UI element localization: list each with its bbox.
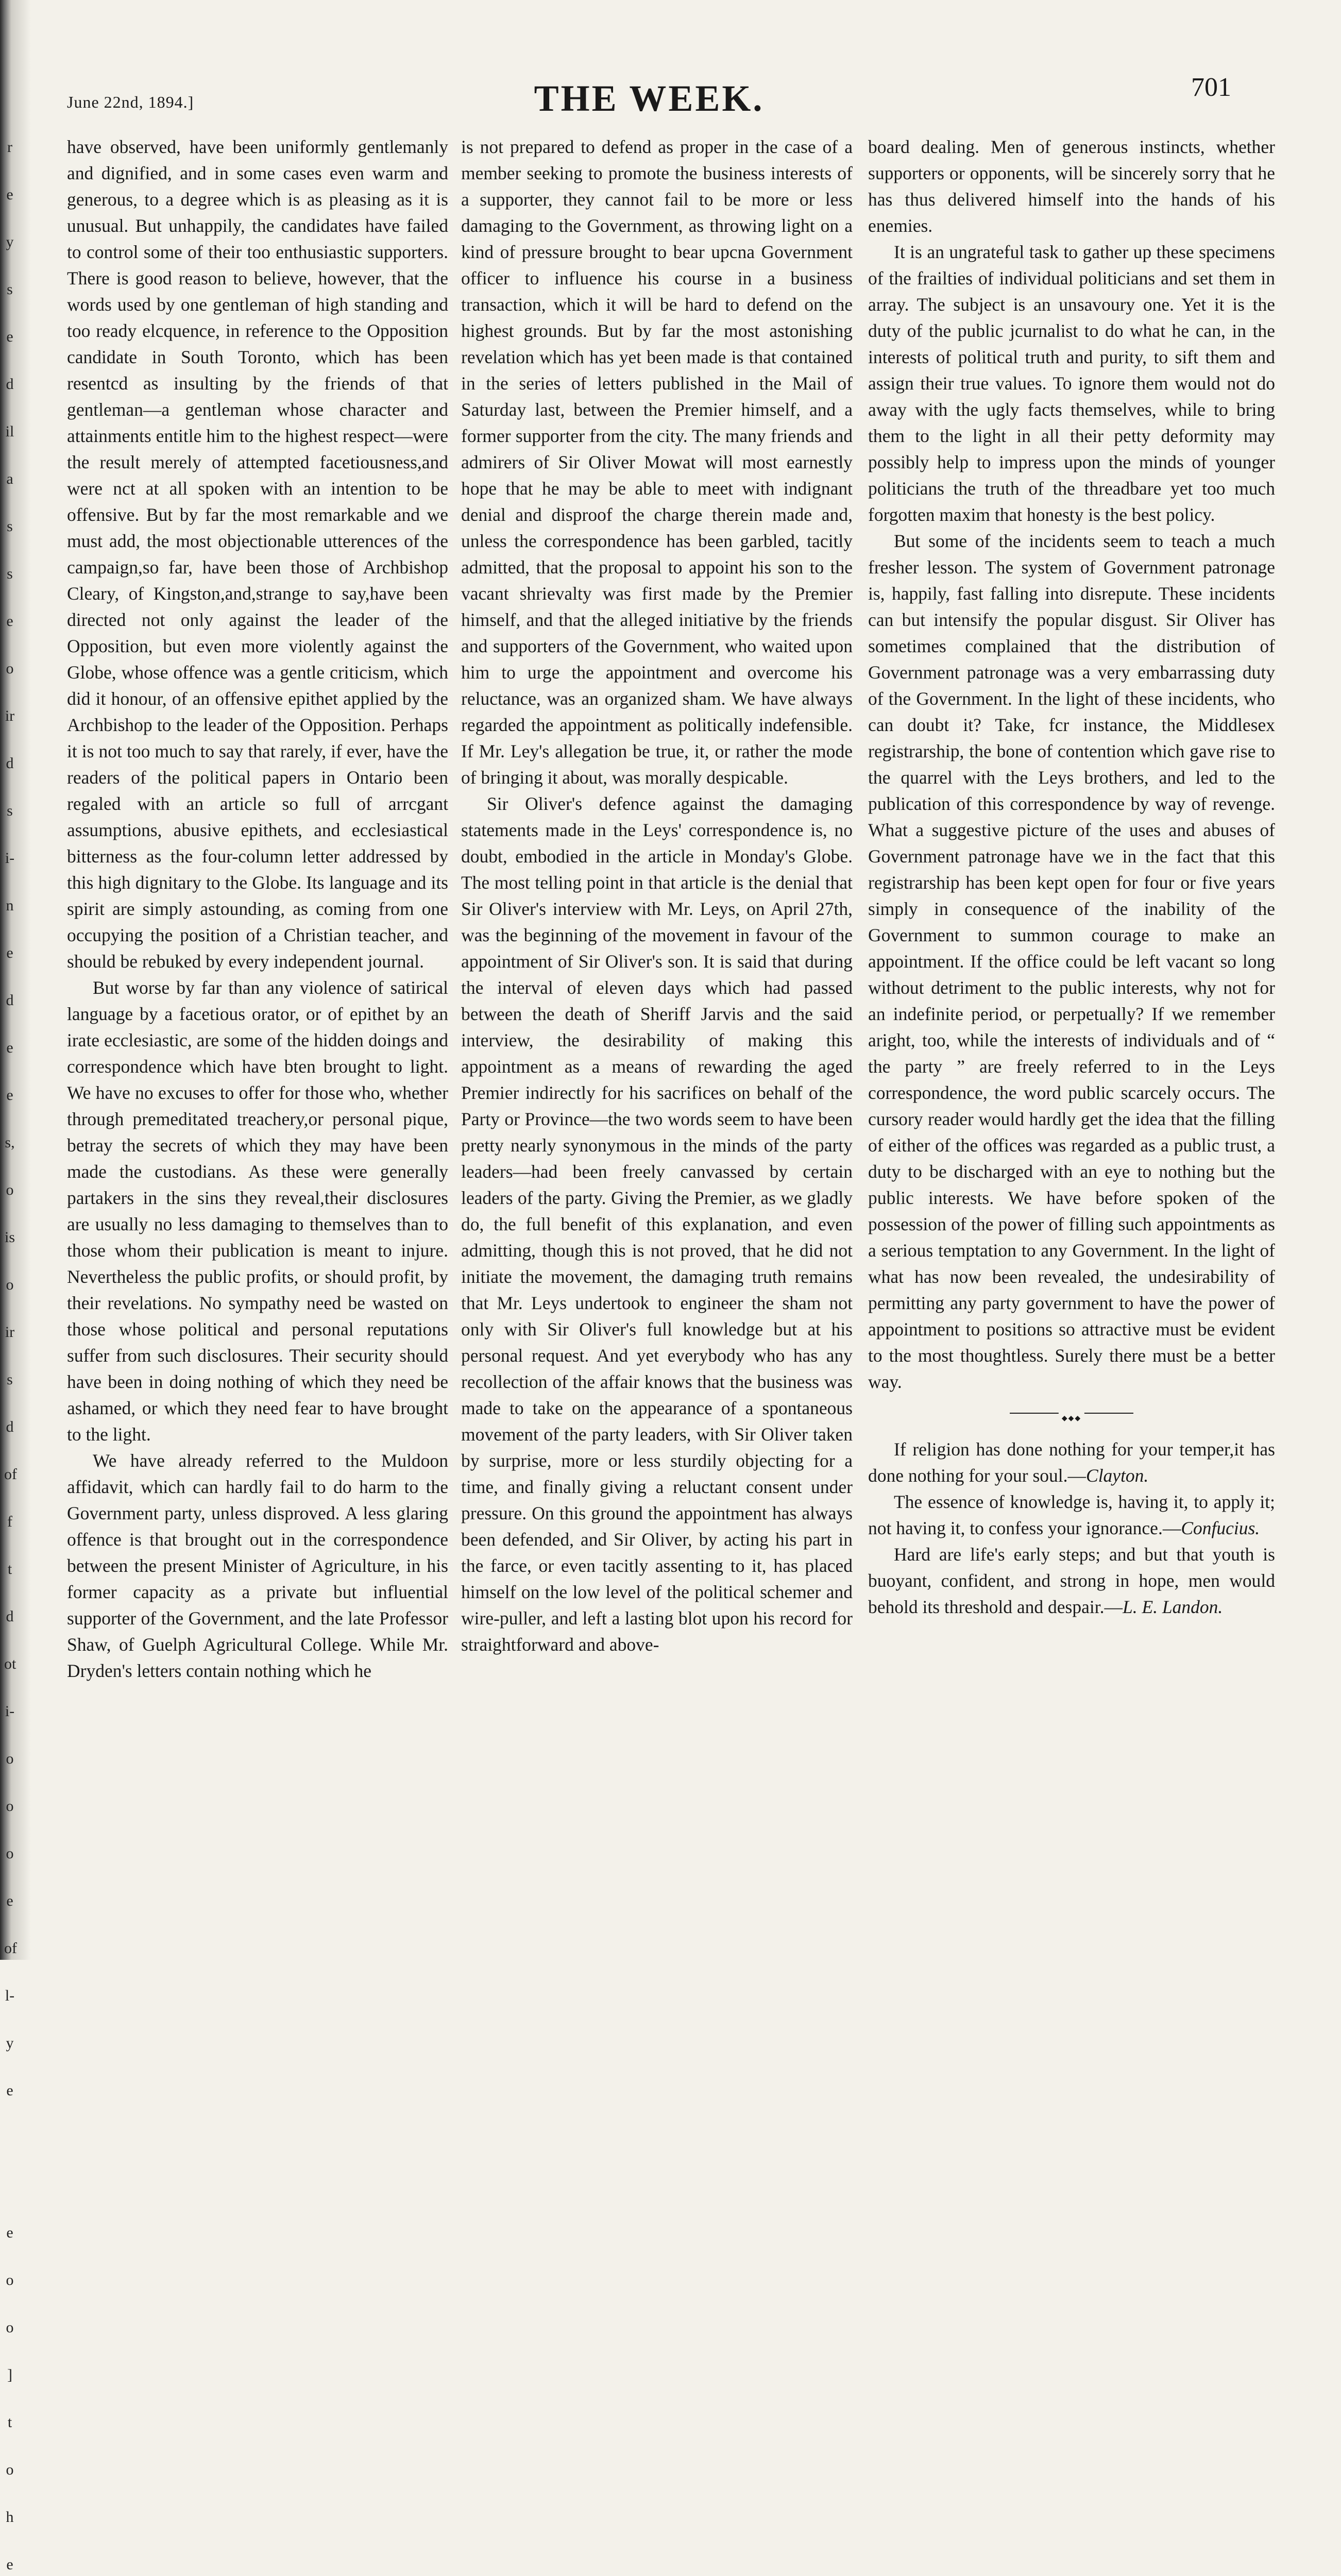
gutter-fragment: s bbox=[7, 802, 13, 819]
gutter-fragment: ot bbox=[4, 1655, 16, 1672]
gutter-fragment: e bbox=[6, 1892, 13, 1909]
paragraph: It is an ungrateful task to gather up these specimens of the frailties of individual politicians and set them in array. The subject is an unsavoury one. Yet it is the duty of the public jcurnalist to do what he can, in the interests of political truth and purity, to sift them and assign their true values. To ignore them would not do away with the ugly facts themselves, while to bring them to the light in all their petty deformity may possibly help to impress upon the minds of younger politicians the truth of the threadbare yet too much forgotten maxim that honesty is the best policy. bbox=[868, 242, 1275, 525]
paragraph: But some of the incidents seem to teach a much fresher lesson. The system of Government patronage is, happily, fast falling into disrepute. These incidents can but intensify the popular disgust. Sir Oliver has sometimes complained that the distribution of Government patronage was a very embarrassing duty of the Government. In the light of these incidents, who can doubt it? Take, fcr instance, the Middlesex registrarship, the bone of contention which gave rise to the quarrel with the Leys brothers, and led to the publication of this correspondence by way of revenge. What a suggestive picture of the uses and abuses of Government patronage have we in the fact that this registrarship has been kept open for four or five years simply in consequence of the inability of the Government to summon courage to make an appointment. If the office could be left vacant so long without detriment to the public interests, why not for an indefinite period, or perpetually? If we remember aright, too, while the interests of individuals and of “ the party ” are freely referred to in the Leys correspondence, the word public scarcely occurs. The cursory reader would hardly get the idea that the filling of either of the offices was regarded as a public trust, a duty to be discharged with an eye to nothing but the public interests. We have before spoken of the possession of the power of filling such appointments as a serious temptation to any Government. In the light of what has now been revealed, the undesirability of permitting any party government to have the power of appointment to positions so attractive must be evident to the most thoughtless. Surely there must be a better way. bbox=[868, 531, 1275, 1392]
gutter-fragment: e bbox=[6, 613, 13, 630]
column-1 bbox=[67, 134, 448, 1937]
gutter-fragment: t bbox=[7, 2414, 12, 2431]
gutter-fragment: n bbox=[6, 897, 14, 914]
quotation bbox=[868, 1541, 1275, 1620]
gutter-fragment: e bbox=[6, 328, 13, 345]
gutter-fragment: y bbox=[6, 233, 14, 250]
gutter-fragment: i- bbox=[5, 850, 15, 867]
issue-date: June 22nd, 1894.] bbox=[67, 93, 194, 111]
gutter-fragment: l- bbox=[5, 1987, 15, 2004]
gutter-fragment: e bbox=[6, 2082, 13, 2099]
page-number: 701 bbox=[1191, 73, 1231, 102]
gutter-fragment: s bbox=[7, 518, 13, 535]
gutter-fragment: i- bbox=[5, 1703, 15, 1720]
column-2 bbox=[461, 134, 853, 1937]
section-divider bbox=[1010, 1411, 1133, 1416]
gutter-fragment: e bbox=[6, 186, 13, 203]
gutter-fragment: of bbox=[4, 1940, 17, 1957]
gutter-fragment: r bbox=[7, 139, 12, 156]
gutter-fragment: a bbox=[6, 470, 13, 487]
gutter-fragment: e bbox=[6, 944, 13, 961]
gutter-fragment: e bbox=[6, 2556, 13, 2573]
gutter-fragment: t bbox=[7, 1561, 12, 1578]
quotation bbox=[868, 1489, 1275, 1541]
quote-author: L. E. Landon. bbox=[1122, 1597, 1223, 1617]
gutter-fragment: s bbox=[7, 1371, 13, 1388]
page-binding-edge bbox=[0, 0, 36, 2573]
quote-text: Hard are life's early steps; and but that youth is buoyant, confident, and strong in hope, men would behold its threshold and despair.— bbox=[868, 1544, 1275, 1617]
gutter-fragment bbox=[4, 2162, 15, 2209]
paragraph: have observed, have been uniformly gentlemanly and dignified, and in some cases even warm and generous, to a degree which is as pleasing as it is unusual. But unhappily, the candidates have failed to control some of their too enthusiastic supporters. There is good reason to believe, however, that the words used by one gentleman of high standing and too ready elcquence, in reference to the Opposition candidate in South Toronto, which has been resentcd as insulting by the friends of that gentleman—a gentleman whose character and attainments entitle him to the highest respect—were the result merely of attempted facetiousness,and were nct at all spoken with an intention to be offensive. But by far the most remarkable and we must add, the most objectionable utterences of the campaign,so far, have been those of Archbishop Cleary, of Kingston,and,strange to say,have been directed not only against the leader of the Opposition, but even more violently against the Globe, whose offence was a gentle criticism, which did it honour, of an offensive epithet applied by the Archbishop to the leader of the Opposition. Perhaps it is not too much to say that rarely, if ever, have the readers of the political papers in Ontario been regaled with an article so full of arrcgant assumptions, abusive epithets, and ecclesiastical bitterness as the four-column letter addressed by this high dignitary to the Globe. Its language and its spirit are simply astounding, as coming from one occupying the position of a Christian teacher, and should be rebuked by every independent journal. bbox=[67, 137, 448, 972]
paragraph: board dealing. Men of generous instincts, whether supporters or opponents, will be sincerely sorry that he has thus delivered himself into the hands of his enemies. bbox=[868, 137, 1275, 236]
gutter-fragment: s, bbox=[5, 1134, 15, 1151]
paragraph: is not prepared to defend as proper in the case of a member seeking to promote the business interests of a supporter, they cannot fail to be more or less damaging to the Government, as throwing light on a kind of pressure brought to bear upcna Government officer to influence his course in a business transaction, which it will be hard to defend on the highest grounds. But by far the most astonishing revelation which has yet been made is that contained in the series of letters published in the Mail of Saturday last, between the Premier himself, and a former supporter from the city. The many friends and admirers of Sir Oliver Mowat will most earnestly hope that he may be able to meet with indignant denial and disproof the charge therein made and, unless the correspondence has been garbled, tacitly admitted, that the proposal to appoint his son to the vacant shrievalty was first made by the Premier himself, and that the alleged initiative by the friends and supporters of the Government, who waited upon him to urge the appointment and overcome his reluctance, was an organized sham. We have always regarded the appointment as politically indefensible. If Mr. Ley's allegation be true, it, or rather the mode of bringing it about, was morally despicable. bbox=[461, 137, 853, 788]
gutter-fragment: s bbox=[7, 565, 13, 582]
gutter-fragment: is bbox=[4, 1229, 15, 1246]
publication-title: THE WEEK. bbox=[534, 78, 765, 119]
gutter-fragment: e bbox=[6, 2224, 13, 2241]
gutter-fragment: of bbox=[4, 1466, 17, 1483]
gutter-fragment: d bbox=[6, 376, 14, 393]
gutter-fragment: o bbox=[6, 1276, 14, 1293]
gutter-fragment: d bbox=[6, 1418, 14, 1435]
gutter-fragment: o bbox=[6, 1845, 14, 1862]
gutter-fragment: o bbox=[6, 2272, 14, 2289]
gutter-fragment bbox=[4, 2114, 15, 2162]
page-header bbox=[67, 72, 1231, 129]
gutter-fragment: d bbox=[6, 1608, 14, 1625]
adjacent-page-fragments bbox=[4, 124, 17, 2573]
gutter-fragment: h bbox=[6, 2509, 14, 2526]
paragraph: We have already referred to the Muldoon affidavit, which can hardly fail to do harm to the Government party, unless disproved. A less glaring offence is that brought out in the correspondence between the present Minister of Agriculture, in his former capacity as a private but influential supporter of the Government, and the late Professor Shaw, of Guelph Agricultural College. While Mr. Dryden's letters contain nothing which he bbox=[67, 1450, 448, 1681]
gutter-fragment: il bbox=[5, 423, 14, 440]
gutter-fragment: d bbox=[6, 992, 14, 1009]
gutter-fragment: ir bbox=[5, 707, 15, 724]
gutter-fragment: o bbox=[6, 2461, 14, 2478]
gutter-fragment: f bbox=[7, 1513, 12, 1530]
gutter-fragment: o bbox=[6, 1750, 14, 1767]
gutter-fragment: y bbox=[6, 2035, 14, 2052]
gutter-fragment: e bbox=[6, 1087, 13, 1104]
gutter-fragment: o bbox=[6, 660, 14, 677]
article-columns bbox=[67, 134, 1293, 1937]
gutter-fragment: e bbox=[6, 1039, 13, 1056]
gutter-fragment: d bbox=[6, 755, 14, 772]
paragraph: But worse by far than any violence of satirical language by a facetious orator, or of epithet by an irate ecclesiastic, are some of the hidden doings and correspondence which have bten brought to light. We have no excuses to offer for those who, whether through premeditated treachery,or personal pique, betray the secrets of which they may have been made the custodians. As these were generally partakers in the sins they reveal,their disclosures are usually no less damaging to themselves than to those whom their publication is meant to injure. Nevertheless the public profits, or should profit, by their revelations. No sympathy need be wasted on those whose political and personal reputations suffer from such disclosures. Their security should have been in doing nothing of which they need be ashamed, or which they need fear to have brought to the light. bbox=[67, 977, 448, 1445]
gutter-fragment: o bbox=[6, 2319, 14, 2336]
gutter-fragment: ir bbox=[5, 1324, 15, 1341]
paragraph: Sir Oliver's defence against the damaging statements made in the Leys' correspondence is, no doubt, embodied in the article in Monday's Globe. The most telling point in that article is the denial that Sir Oliver's interview with Mr. Leys, on April 27th, was the beginning of the movement in favour of the appointment of Sir Oliver's son. It is said that during the interval of eleven days which had passed between the death of Sheriff Jarvis and the said interview, the desirability of making this appointment as a means of rewarding the aged Premier indirectly for his sacrifices on behalf of the Party or Province—the two words seem to have been pretty nearly synonymous in the minds of the party leaders—had been freely canvassed by certain leaders of the party. Giving the Premier, as we gladly do, the full benefit of this explanation, and even admitting, though this is not proved, that he did not initiate the movement, the damaging truth remains that Mr. Leys undertook to engineer the sham not only with Sir Oliver's full knowledge but at his personal request. And yet everybody who has any recollection of the affair knows that the business was made to take on the appearance of a spontaneous movement of the party leaders, with Sir Oliver taken by surprise, more or less sturdily objecting for a time, and finally giving a reluctant consent under pressure. On this ground the appointment has always been defended, and Sir Oliver, by acting his part in the farce, or even tacitly assenting to it, has placed himself on the low level of the political schemer and wire-puller, and left a lasting blot upon his record for straightforward and above- bbox=[461, 793, 853, 1655]
quote-text: The essence of knowledge is, having it, to apply it; not having it, to confess your ignorance.— bbox=[868, 1492, 1275, 1538]
quotation bbox=[868, 1436, 1275, 1489]
quote-text: If religion has done nothing for your temper,it has done nothing for your soul.— bbox=[868, 1439, 1275, 1486]
gutter-fragment: o bbox=[6, 1181, 14, 1198]
quote-author: Confucius. bbox=[1181, 1518, 1260, 1538]
gutter-fragment: o bbox=[6, 1798, 14, 1815]
gutter-fragment: ] bbox=[7, 2366, 12, 2383]
column-3 bbox=[868, 134, 1275, 1937]
gutter-fragment: s bbox=[7, 281, 13, 298]
quote-author: Clayton. bbox=[1086, 1465, 1149, 1486]
